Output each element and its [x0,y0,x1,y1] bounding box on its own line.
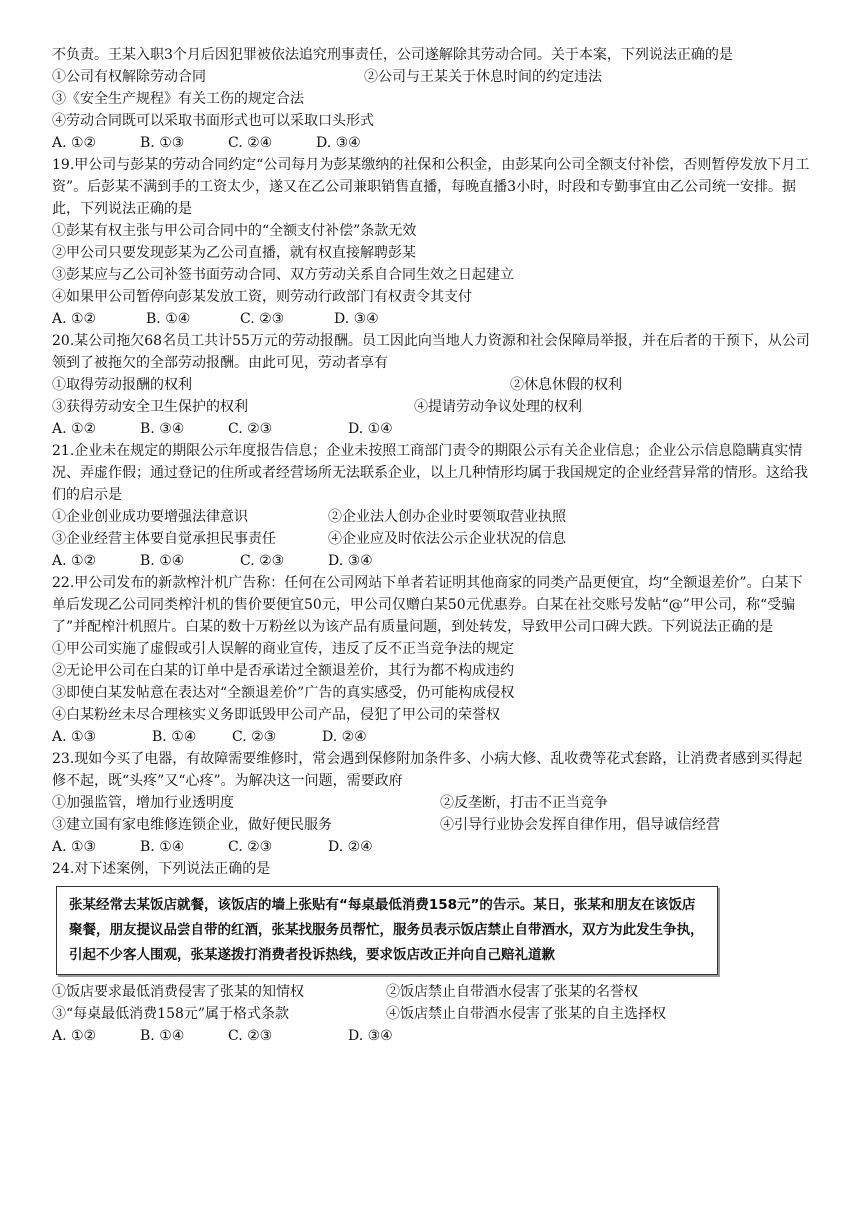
q24-option-d[interactable]: D. ③④ [348,1028,393,1044]
q23-option-d[interactable]: D. ②④ [328,839,373,855]
q21-stem: 21.企业未在规定的期限公示年度报告信息；企业未按照工商部门责令的期限公示有关企业信息；企业公示信息隐瞒真实情况、弄虚作假；通过登记的住所或者经营场所无法联系企业，以上几种情形均属于我国规定的企业经营异常的情形。这给我们的启示是 [52,443,808,503]
q21-option-a[interactable]: A. ①② [52,553,97,569]
q20-statement-1: ①取得劳动报酬的权利 [52,377,192,393]
q19-statement-3: ③彭某应与乙公司补签书面劳动合同、双方劳动关系自合同生效之日起建立 [52,267,514,283]
q18-option-c[interactable]: C. ②④ [228,135,273,151]
q23-statements-row2 [52,814,814,836]
q23-option-c[interactable]: C. ②③ [228,839,273,855]
q20-statement-4: ④提请劳动争议处理的权利 [414,399,582,415]
q22-statement-3: ③即使白某发帖意在表达对“全额退差价”广告的真实感受，仍可能构成侵权 [52,685,515,701]
q19-statement-2: ②甲公司只要发现彭某为乙公司直播，就有权直接解聘彭某 [52,245,416,261]
q22-statement-4: ④白某粉丝未尽合理核实义务即诋毁甲公司产品，侵犯了甲公司的荣誉权 [52,707,500,723]
q20-statement-2: ②休息休假的权利 [510,377,622,393]
q21-option-c[interactable]: C. ②③ [240,553,285,569]
q22-option-b[interactable]: B. ①④ [152,729,197,745]
q18-statement-4: ④劳动合同既可以采取书面形式也可以采取口头形式 [52,113,374,129]
q21-option-d[interactable]: D. ③④ [328,553,373,569]
q24-option-a[interactable]: A. ①② [52,1028,97,1044]
q19-option-c[interactable]: C. ②③ [240,311,285,327]
q23-statements-row1 [52,792,814,814]
q20-option-a[interactable]: A. ①② [52,421,97,437]
q21-statement-3: ③企业经营主体要自觉承担民事责任 [52,531,276,547]
q24-statement-4: ④饭店禁止自带酒水侵害了张某的自主选择权 [386,1006,666,1022]
q23-statement-4: ④引导行业协会发挥自律作用，倡导诚信经营 [440,817,720,833]
q23-statement-3: ③建立国有家电维修连锁企业，做好便民服务 [52,817,332,833]
q24-statements-row1 [52,981,814,1003]
q20-option-b[interactable]: B. ③④ [140,421,185,437]
q19-statement-1: ①彭某有权主张与甲公司合同中的“全额支付补偿”条款无效 [52,223,417,239]
q21-statements-row2 [52,528,814,550]
q24-stem: 24.对下述案例，下列说法正确的是 [52,861,271,877]
q22-stem: 22.甲公司发布的新款榨汁机广告称：任何在公司网站下单者若证明其他商家的同类产品更便宜，均“全额退差价”。白某下单后发现乙公司同类榨汁机的售价要便宜50元，甲公司仅赠白某50元优惠券。白某在社交账号发帖“@”甲公司，称“受骗了”并配榨汁机照片。白某的数十万粉丝以为该产品有质量问题，到处转发，导致甲公司口碑大跌。下列说法正确的是 [52,575,803,635]
q19-option-d[interactable]: D. ③④ [334,311,379,327]
q19-option-b[interactable]: B. ①④ [146,311,191,327]
q24-case-box: 张某经常去某饭店就餐，该饭店的墙上张贴有“每桌最低消费158元”的告示。某日，张某和朋友在该饭店聚餐，朋友提议品尝自带的红酒，张某找服务员帮忙，服务员表示饭店禁止自带酒水，双方为此发生争执，引起不少客人围观，张某遂拨打消费者投诉热线，要求饭店改正并向自己赔礼道歉 [56,886,718,975]
q24-statements-row2 [52,1003,814,1025]
q18-statement-1: ①公司有权解除劳动合同 [52,69,206,85]
q18-option-b[interactable]: B. ①③ [140,135,185,151]
q21-statements-row1 [52,506,814,528]
q20-statement-3: ③获得劳动安全卫生保护的权利 [52,399,248,415]
q18-statement-3: ③《安全生产规程》有关工伤的规定合法 [52,91,304,107]
q18-statement-2: ②公司与王某关于休息时间的约定违法 [364,69,602,85]
q20-option-c[interactable]: C. ②③ [228,421,273,437]
q22-statement-1: ①甲公司实施了虚假或引人误解的商业宣传，违反了反不正当竞争法的规定 [52,641,514,657]
q19-statement-4: ④如果甲公司暂停向彭某发放工资，则劳动行政部门有权责令其支付 [52,289,472,305]
q19-option-a[interactable]: A. ①② [52,311,97,327]
q18-statements-row1 [52,66,814,88]
q24-options [52,1025,814,1047]
q20-option-d[interactable]: D. ①④ [348,421,393,437]
q21-statement-4: ④企业应及时依法公示企业状况的信息 [328,531,566,547]
q18-option-a[interactable]: A. ①② [52,135,97,151]
q22-statement-2: ②无论甲公司在白某的订单中是否承诺过全额退差价，其行为都不构成违约 [52,663,514,679]
q24-option-c[interactable]: C. ②③ [228,1028,273,1044]
q21-option-b[interactable]: B. ①④ [140,553,185,569]
q19-stem: 19.甲公司与彭某的劳动合同约定“公司每月为彭某缴纳的社保和公积金，由彭某向公司全额支付补偿，否则暂停发放下月工资”。后彭某不满到手的工资太少，遂又在乙公司兼职销售直播，每晚直播3小时，时段和专勤事宜由乙公司统一安排。据此，下列说法正确的是 [52,157,810,217]
q23-options [52,836,814,858]
q23-option-a[interactable]: A. ①③ [52,839,97,855]
q18-option-d[interactable]: D. ③④ [316,135,361,151]
q19-options [52,308,814,330]
q20-statements-row2 [52,396,814,418]
q24-option-b[interactable]: B. ①④ [140,1028,185,1044]
q20-statements-row1 [52,374,814,396]
q22-option-d[interactable]: D. ②④ [322,729,367,745]
q21-options [52,550,814,572]
q23-statement-2: ②反垄断，打击不正当竞争 [440,795,608,811]
q20-stem: 20.某公司拖欠68名员工共计55万元的劳动报酬。员工因此向当地人力资源和社会保障局举报，并在后者的干预下，从公司领到了被拖欠的全部劳动报酬。由此可见，劳动者享有 [52,333,810,371]
q22-options [52,726,814,748]
q21-statement-2: ②企业法人创办企业时要领取营业执照 [328,509,566,525]
q22-option-c[interactable]: C. ②③ [232,729,277,745]
q24-statement-3: ③“每桌最低消费158元”属于格式条款 [52,1006,290,1022]
q18-stem: 不负责。王某入职3个月后因犯罪被依法追究刑事责任，公司遂解除其劳动合同。关于本案，下列说法正确的是 [52,47,733,63]
q24-statement-1: ①饭店要求最低消费侵害了张某的知情权 [52,984,304,1000]
q23-stem: 23.现如今买了电器，有故障需要维修时，常会遇到保修附加条件多、小病大修、乱收费等花式套路，让消费者感到买得起修不起，既“头疼”又“心疼”。为解决这一问题，需要政府 [52,751,803,789]
q23-option-b[interactable]: B. ①④ [140,839,185,855]
q18-options [52,132,814,154]
q21-statement-1: ①企业创业成功要增强法律意识 [52,509,248,525]
q23-statement-1: ①加强监管，增加行业透明度 [52,795,234,811]
q24-statement-2: ②饭店禁止自带酒水侵害了张某的名誉权 [386,984,638,1000]
q20-options [52,418,814,440]
q22-option-a[interactable]: A. ①③ [52,729,97,745]
